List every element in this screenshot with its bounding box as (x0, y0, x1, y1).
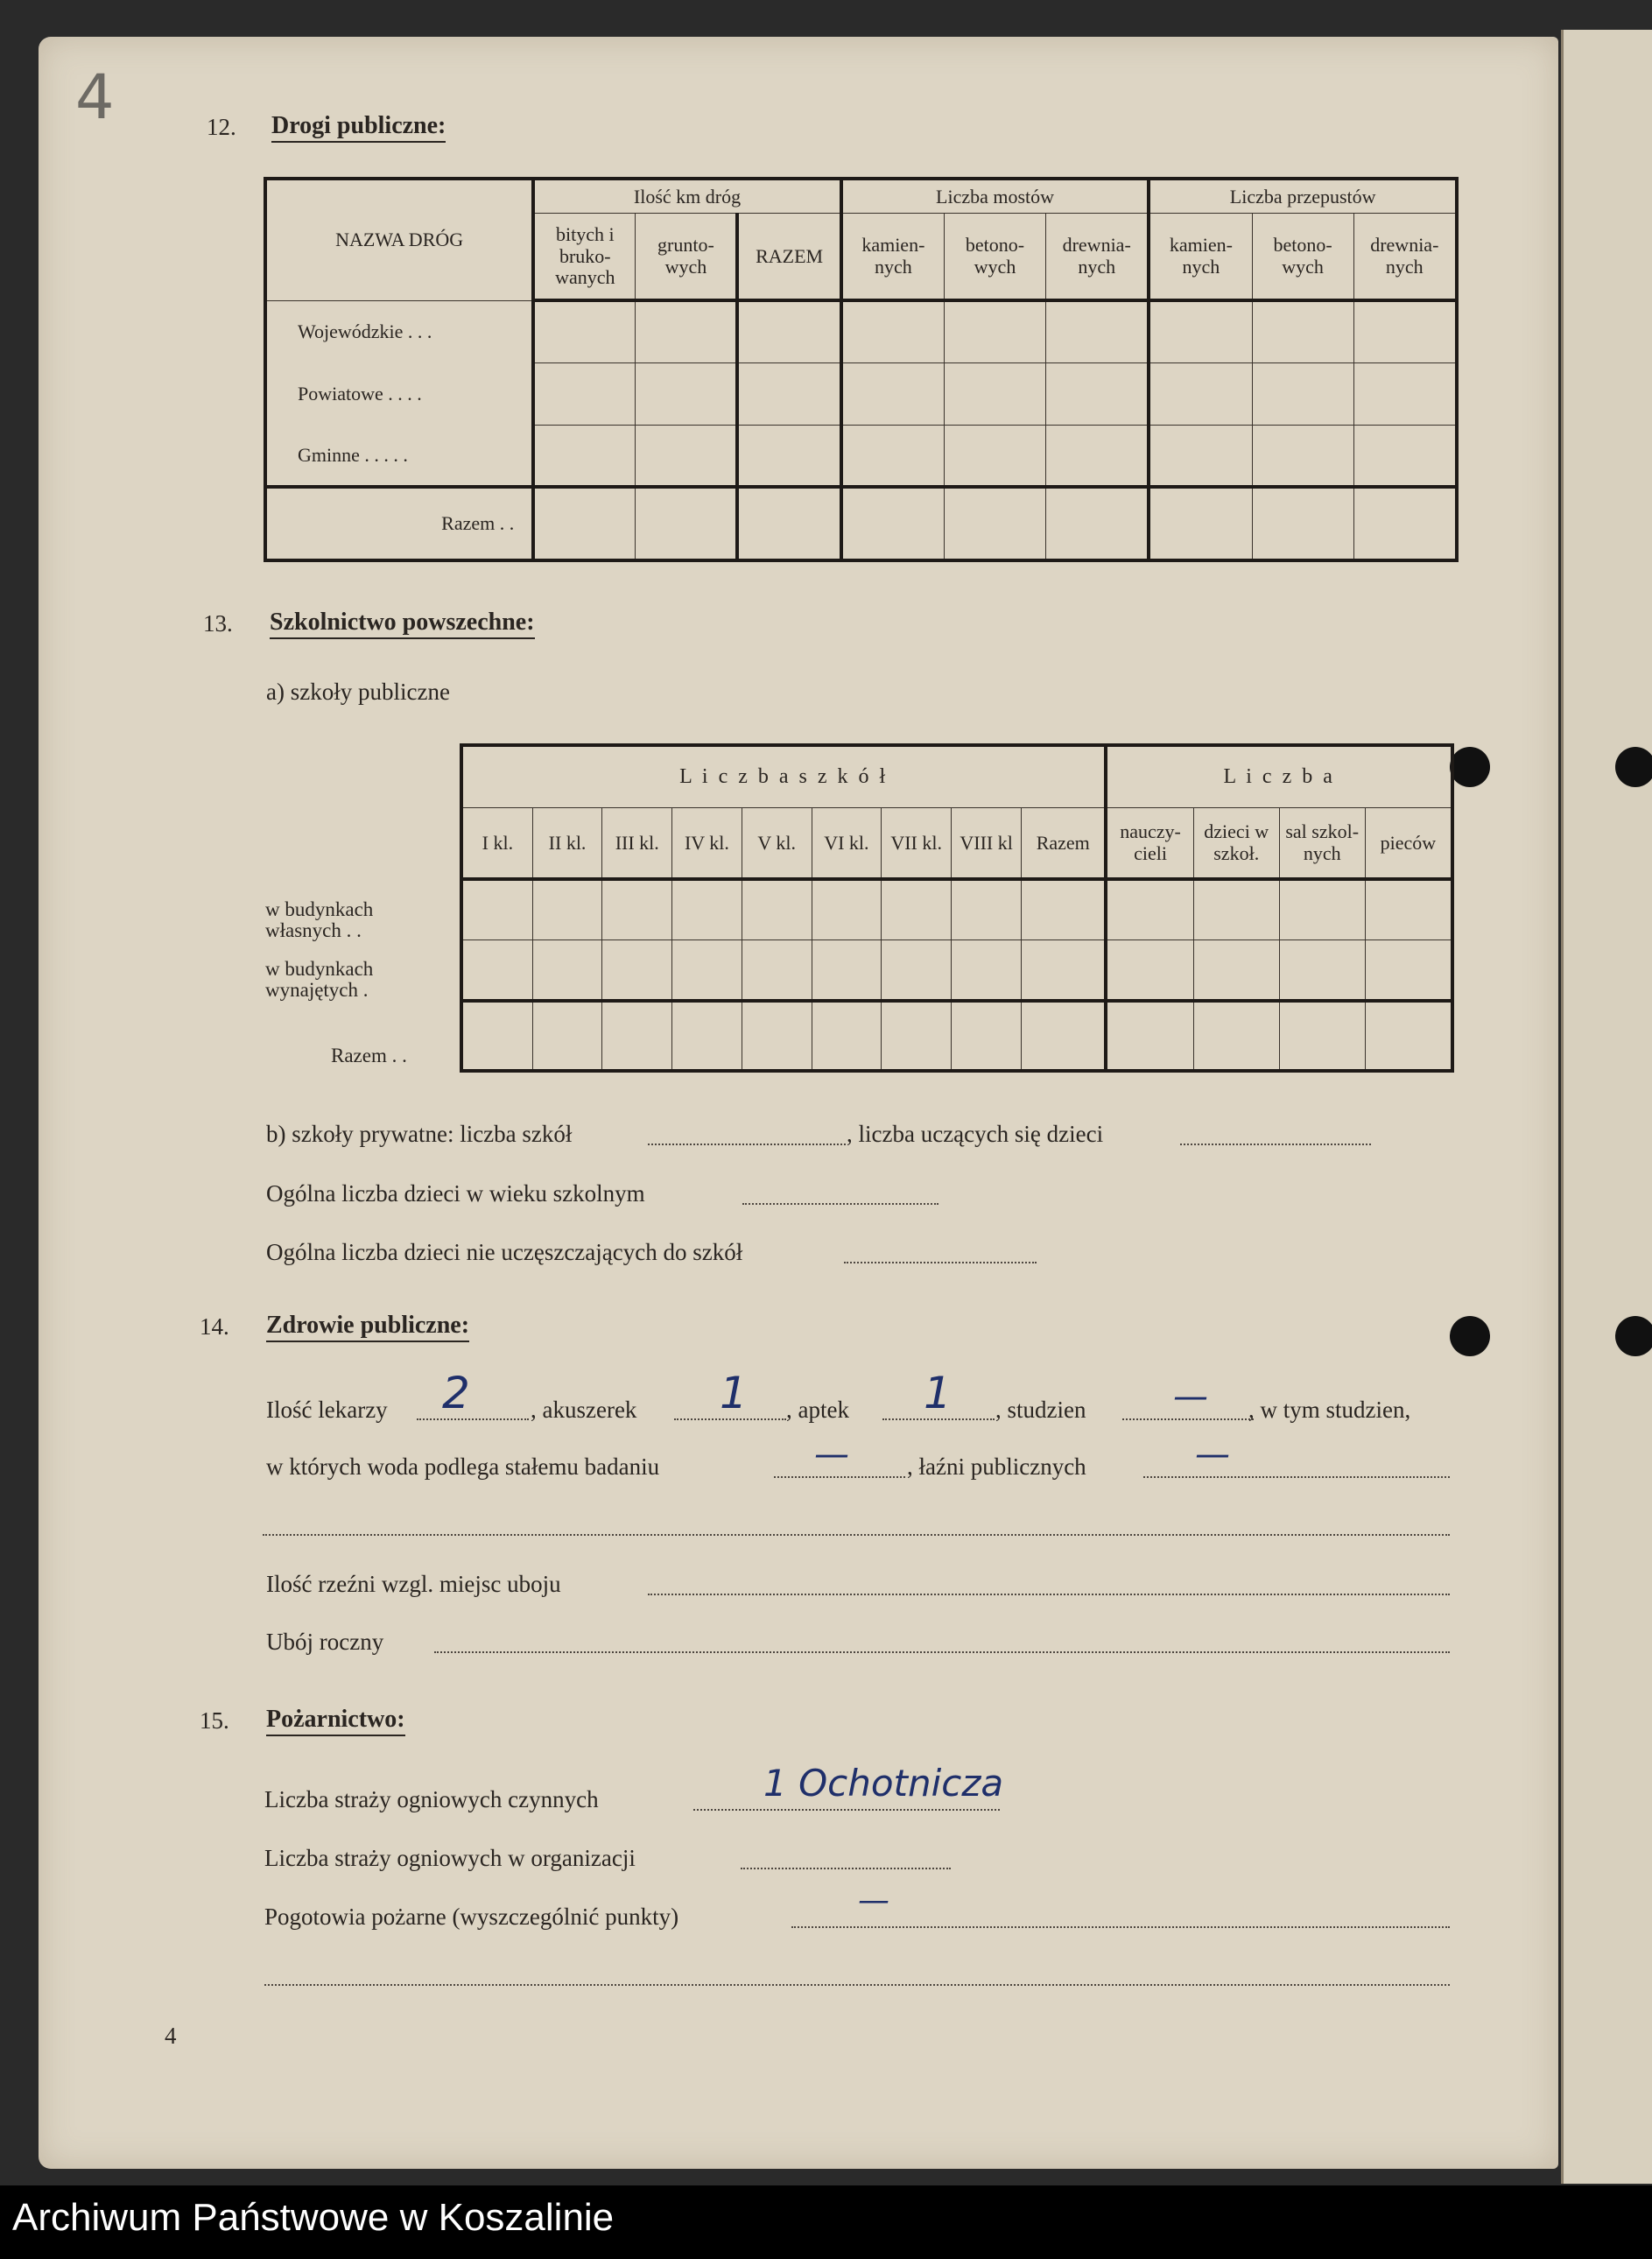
col-header: VIII kl (952, 808, 1022, 880)
col-grunto: grunto- wych (636, 214, 738, 300)
section-number: 15. (200, 1707, 229, 1734)
wells-tested-label: , w tym studzien, (1248, 1397, 1411, 1423)
fire-readiness-field (791, 1926, 1450, 1928)
col-header: dzieci w szkoł. (1193, 808, 1279, 880)
water-testing-value: — (814, 1434, 849, 1474)
doctors-field (417, 1418, 529, 1420)
public-baths-value: — (1195, 1434, 1230, 1474)
col-drewnia: drewnia- nych (1353, 214, 1457, 300)
roads-table (264, 177, 1459, 562)
water-testing-field (774, 1476, 905, 1478)
header-mosty: Liczba mostów (841, 179, 1149, 214)
public-baths-label: , łaźni publicznych (907, 1453, 1086, 1480)
schools-table (460, 743, 1454, 1073)
header-km: Ilość km dróg (533, 179, 841, 214)
margin-note: 4 (75, 61, 115, 133)
punch-hole (1615, 747, 1652, 787)
children-school-age-label: Ogólna liczba dzieci w wieku szkolnym (266, 1180, 645, 1207)
row-label-razem: Razem . . (265, 487, 533, 560)
archive-name: Archiwum Państwowe w Koszalinie (12, 2196, 615, 2239)
slaughterhouses-label: Ilość rzeźni wzgl. miejsc uboju (266, 1571, 561, 1597)
header-nazwa: NAZWA DRÓG (265, 179, 533, 300)
row-label-razem: Razem . . (331, 1045, 407, 1066)
private-schools-count-field (648, 1144, 846, 1145)
punch-hole (1615, 1316, 1652, 1356)
children-not-attending-label: Ogólna liczba dzieci nie uczęszczających do szkół (266, 1239, 743, 1265)
active-fire-brigades-label: Liczba straży ogniowych czynnych (264, 1786, 599, 1812)
col-kamien: kamien- nych (841, 214, 945, 300)
col-kamien: kamien- nych (1149, 214, 1252, 300)
section-number: 14. (200, 1313, 229, 1340)
doctors-value: 2 (442, 1368, 470, 1418)
col-header: nauczy- cieli (1106, 808, 1193, 880)
private-pupils-label: , liczba uczących się dzieci (847, 1121, 1104, 1147)
extra-line-field (263, 1534, 1450, 1536)
wells-field (1122, 1418, 1254, 1420)
private-schools-label: b) szkoły prywatne: liczba szkół (266, 1121, 573, 1147)
col-betono: betono- wych (944, 214, 1045, 300)
col-header: VII kl. (882, 808, 952, 880)
children-school-age-field (742, 1203, 938, 1205)
section-title-firefighting: Pożarnictwo: (266, 1706, 405, 1736)
col-header: I kl. (461, 808, 532, 880)
wells-value: — (1173, 1376, 1208, 1417)
private-pupils-field (1180, 1144, 1371, 1145)
archive-footer (0, 2185, 1652, 2259)
midwives-field (674, 1418, 786, 1420)
col-betono: betono- wych (1252, 214, 1353, 300)
section-number: 12. (207, 114, 236, 140)
col-header: VI kl. (812, 808, 882, 880)
col-header: III kl. (602, 808, 672, 880)
water-testing-label: w których woda podlega stałemu badaniu (266, 1453, 660, 1480)
row-label: Wojewódzkie . . . (265, 300, 533, 362)
header-liczba: L i c z b a (1106, 745, 1452, 808)
row-label: Powiatowe . . . . (265, 362, 533, 425)
adjacent-page-edge (1561, 30, 1652, 2184)
section-number: 13. (203, 610, 233, 637)
wells-label: , studzien (995, 1397, 1086, 1423)
page-number: 4 (165, 2023, 177, 2049)
organizing-fire-brigades-label: Liczba straży ogniowych w organizacji (264, 1845, 636, 1871)
pharmacies-field (882, 1418, 995, 1420)
col-header: Razem (1022, 808, 1107, 880)
public-baths-field (1143, 1476, 1450, 1478)
midwives-value: 1 (720, 1368, 748, 1418)
children-not-attending-field (844, 1262, 1037, 1263)
col-header: V kl. (742, 808, 812, 880)
slaughterhouses-field (648, 1594, 1450, 1595)
col-drewnia: drewnia- nych (1046, 214, 1149, 300)
col-header: pieców (1365, 808, 1452, 880)
row-label: Gminne . . . . . (265, 425, 533, 487)
col-header: sal szkol- nych (1279, 808, 1365, 880)
header-liczba-szkol: L i c z b a s z k ó ł (461, 745, 1106, 808)
organizing-fire-brigades-field (741, 1868, 951, 1869)
col-header: IV kl. (672, 808, 742, 880)
annual-slaughter-label: Ubój roczny (266, 1629, 384, 1655)
section-title-health: Zdrowie publiczne: (266, 1312, 469, 1342)
doctors-label: Ilość lekarzy (266, 1397, 388, 1423)
midwives-label: , akuszerek (531, 1397, 637, 1423)
annual-slaughter-field (434, 1651, 1450, 1653)
fire-readiness-label: Pogotowia pożarne (wyszczególnić punkty) (264, 1904, 679, 1930)
active-fire-brigades-field (693, 1809, 1000, 1811)
row-label-wlasnych: w budynkach własnych . . (265, 898, 374, 941)
pharmacies-label: , aptek (786, 1397, 849, 1423)
public-schools-label: a) szkoły publiczne (266, 679, 450, 705)
punch-hole (1450, 747, 1490, 787)
col-razem: RAZEM (737, 214, 840, 300)
col-bitych: bitych i bruko- wanych (533, 214, 636, 300)
pharmacies-value: 1 (924, 1368, 952, 1418)
fire-readiness-value: — (858, 1882, 889, 1918)
active-fire-brigades-value: 1 Ochotnicza (763, 1762, 1004, 1805)
col-header: II kl. (532, 808, 602, 880)
header-przepusty: Liczba przepustów (1149, 179, 1457, 214)
section-title-roads: Drogi publiczne: (271, 112, 446, 143)
punch-hole (1450, 1316, 1490, 1356)
extra-line-field (264, 1984, 1450, 1986)
row-label-wynajetych: w budynkach wynajętych . (265, 958, 374, 1001)
section-title-schools: Szkolnictwo powszechne: (270, 609, 535, 639)
